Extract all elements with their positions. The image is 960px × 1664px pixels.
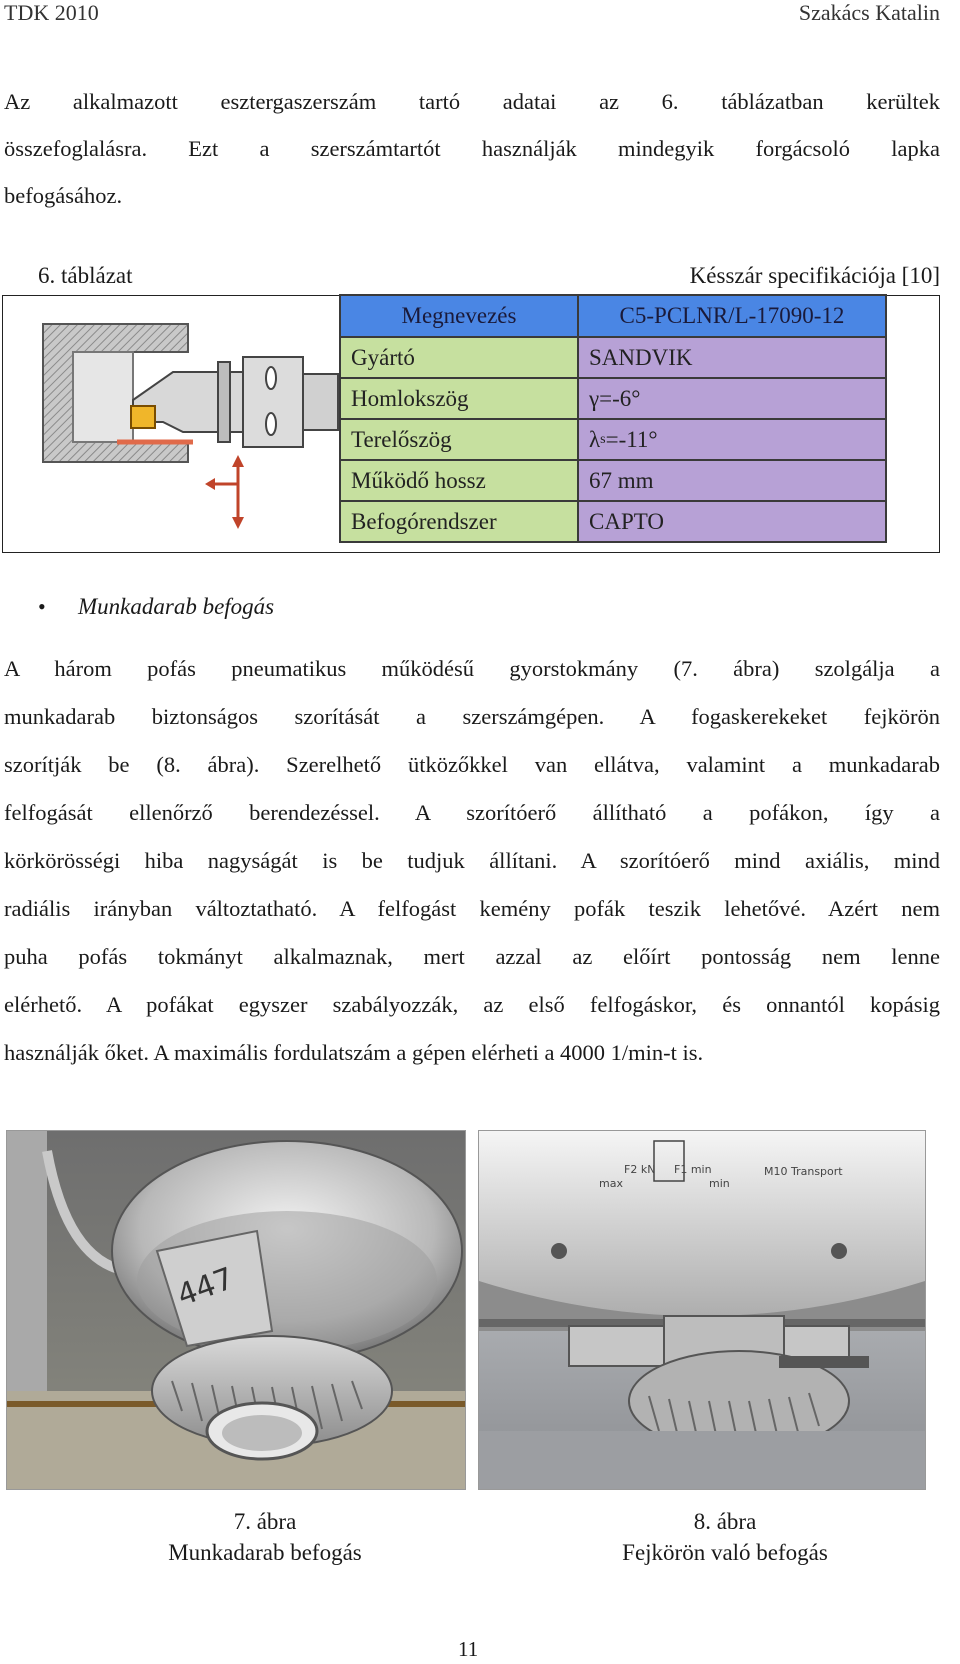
table-header-value: C5-PCLNR/L-17090-12 xyxy=(577,294,887,338)
figure-8-photo xyxy=(478,1130,926,1490)
figure-7-title: Munkadarab befogás xyxy=(168,1540,362,1565)
lambda-subscript: s xyxy=(600,431,606,447)
label-max: max xyxy=(599,1177,623,1190)
table-caption-title: Késszár specifikációja [10] xyxy=(689,263,940,288)
body-line: munkadarab biztonságos szorítását a szerszámgépen. A fogaskerekeket fejkörön xyxy=(4,704,940,729)
body-line: radiális irányban változtatható. A felfogást kemény pofák teszik lehetővé. Azért nem xyxy=(4,896,940,921)
body-line: puha pofás tokmányt alkalmaznak, mert azzal az előírt pontosság nem lenne xyxy=(4,944,940,969)
bullet-icon: • xyxy=(38,594,46,619)
intro-line: befogásához. xyxy=(4,183,123,208)
table-row-value: γ=-6° xyxy=(577,377,887,420)
table-row-value: 67 mm xyxy=(577,459,887,502)
body-line: felfogását ellenőrző berendezéssel. A szorítóerő állítható a pofákon, így a xyxy=(4,800,940,825)
header-left: TDK 2010 xyxy=(4,0,99,25)
figure-8-title: Fejkörön való befogás xyxy=(622,1540,828,1565)
label-min: min xyxy=(709,1177,730,1190)
table-row-label: Gyártó xyxy=(339,336,579,379)
body-line: A három pofás pneumatikus működésű gyorstokmány (7. ábra) szolgálja a xyxy=(4,656,940,681)
page-number: 11 xyxy=(458,1637,479,1661)
spec-table xyxy=(2,295,940,553)
body-line: szorítják be (8. ábra). Szerelhető ütközőkkel van ellátva, valamint a munkadarab xyxy=(4,752,940,777)
figure-7-number: 7. ábra xyxy=(233,1509,297,1534)
table-row-label: Befogórendszer xyxy=(339,500,579,543)
lambda-value: =-11° xyxy=(605,426,658,452)
label-f1: F1 min xyxy=(674,1163,712,1176)
table-header-label: Megnevezés xyxy=(339,294,579,338)
label-f2: F2 kN xyxy=(624,1163,656,1176)
figure-8-caption xyxy=(560,1506,890,1568)
label-transport: M10 Transport xyxy=(764,1165,843,1178)
section-title: Munkadarab befogás xyxy=(78,594,275,619)
table-row-value: CAPTO xyxy=(577,500,887,543)
table-row-label: Működő hossz xyxy=(339,459,579,502)
tool-holder-drawing xyxy=(13,312,343,532)
table-row-value: SANDVIK xyxy=(577,336,887,379)
figure-7-caption xyxy=(105,1506,425,1568)
jaw-stamp: 447 xyxy=(172,1261,239,1314)
table-row-value xyxy=(577,418,887,461)
table-caption-number: 6. táblázat xyxy=(38,263,133,288)
body-line: elérhető. A pofákat egyszer szabályozzák, az első felfogáskor, és onnantól kopásig xyxy=(4,992,940,1017)
table-row-label: Terelőszög xyxy=(339,418,579,461)
chuck-photo-2 xyxy=(479,1131,925,1489)
table-row-label: Homlokszög xyxy=(339,377,579,420)
figure-8-number: 8. ábra xyxy=(693,1509,757,1534)
lambda-symbol: λ xyxy=(589,426,601,452)
intro-line: Az alkalmazott esztergaszerszám tartó adatai az 6. táblázatban kerültek xyxy=(4,89,940,114)
chuck-photo-1 xyxy=(7,1131,465,1489)
figure-7-photo xyxy=(6,1130,466,1490)
body-line: körkörösségi hiba nagyságát is be tudjuk állítani. A szorítóerő mind axiális, mind xyxy=(4,848,940,873)
body-line: használják őket. A maximális fordulatszám a gépen elérheti a 4000 1/min-t is. xyxy=(4,1040,704,1065)
intro-line: összefoglalásra. Ezt a szerszámtartót használják mindegyik forgácsoló lapka xyxy=(4,136,940,161)
header-right: Szakács Katalin xyxy=(798,0,940,25)
